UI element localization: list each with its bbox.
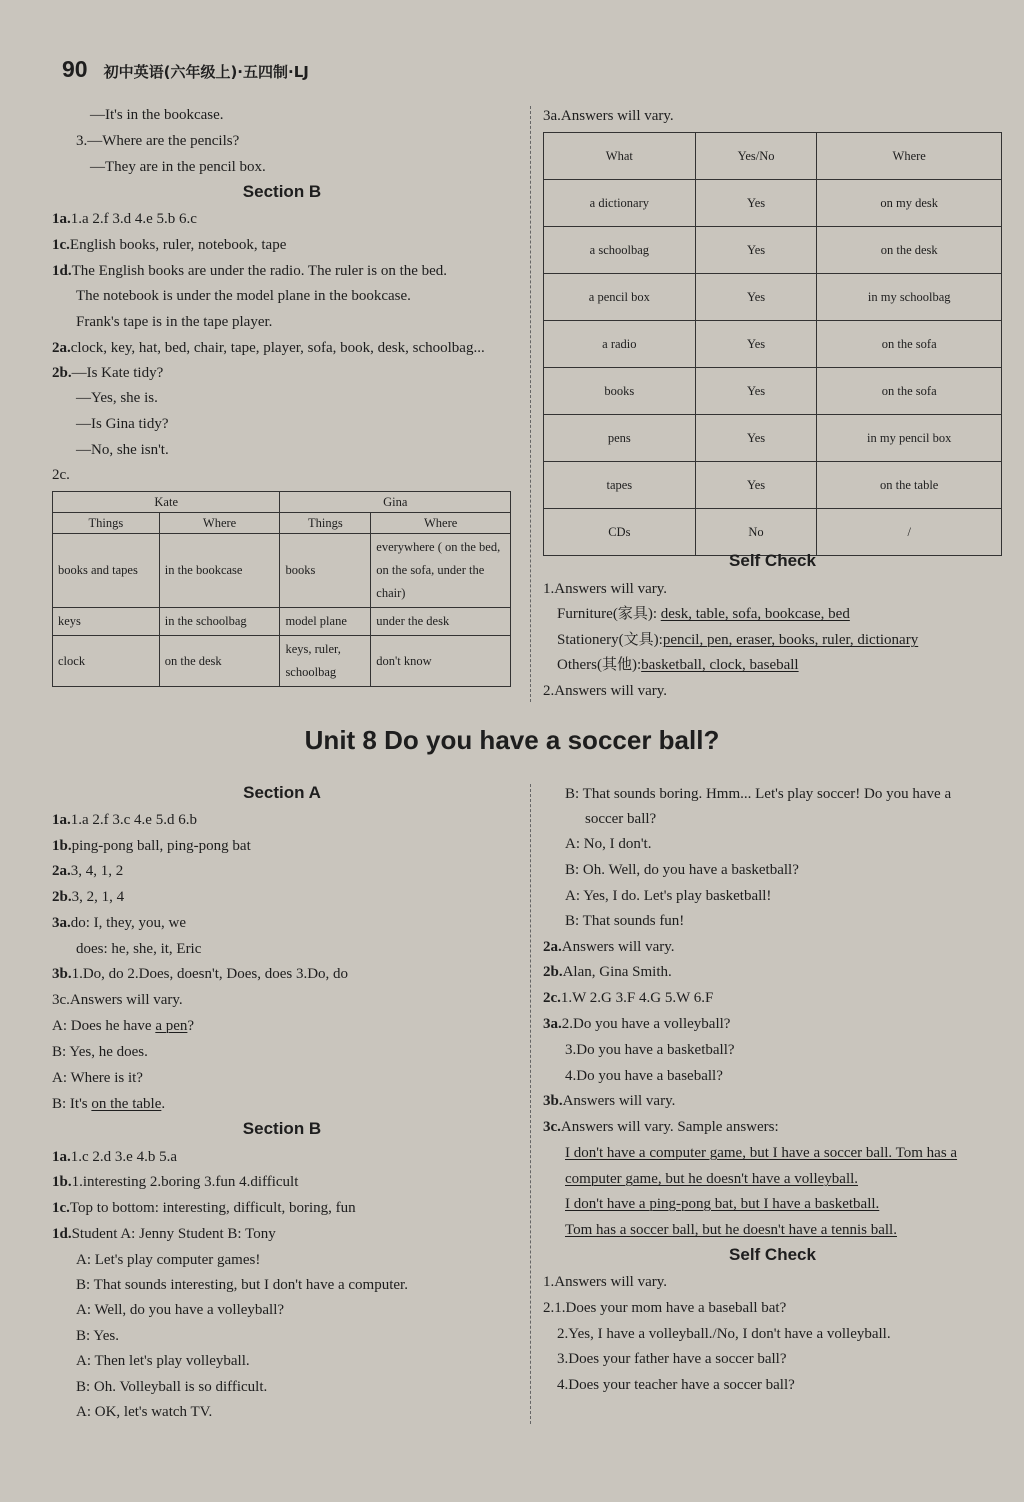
section-b-heading: Section B bbox=[242, 1119, 322, 1138]
answer-line: 2b.3, 2, 1, 4 bbox=[52, 889, 125, 905]
dialog-line: B: Oh. Volleyball is so difficult. bbox=[76, 1379, 268, 1395]
dialog-line: B: Yes, he does. bbox=[52, 1044, 148, 1060]
dialog-line: A: No, I don't. bbox=[565, 836, 652, 852]
answer-line: 2a.3, 4, 1, 2 bbox=[52, 863, 124, 879]
dialog-line: A: Does he have a pen? bbox=[52, 1018, 195, 1034]
dialog-line: B: Oh. Well, do you have a basketball? bbox=[565, 862, 799, 878]
column-divider bbox=[530, 784, 531, 1424]
answer-line: 1a.1.c 2.d 3.e 4.b 5.a bbox=[52, 1149, 177, 1165]
table-row: books and tapes in the bookcase books everywhere ( on the bed, on the sofa, under the chair) bbox=[53, 534, 511, 608]
dialog-line: A: OK, let's watch TV. bbox=[76, 1404, 213, 1420]
answer-line: The notebook is under the model plane in the bookcase. bbox=[76, 288, 411, 304]
answer-line: Frank's tape is in the tape player. bbox=[76, 314, 273, 330]
text-line: Furniture(家具): desk, table, sofa, bookcase, bed bbox=[557, 606, 850, 622]
table-row: a schoolbag Yes on the desk bbox=[544, 227, 1002, 274]
dialog-line: A: Let's play computer games! bbox=[76, 1252, 261, 1268]
section-a-heading: Section A bbox=[243, 783, 321, 802]
answer-line: 3b.Answers will vary. bbox=[543, 1093, 676, 1109]
table-3a: What Yes/No Where a dictionary Yes on my desk a schoolbag Yes on the desk a pencil box Yes in my schoolbag a radio Yes on the sofa books Yes on the sofa pens Yes in my pencil box tapes Yes on the table CDs No / bbox=[543, 132, 1002, 556]
table-row: keys in the schoolbag model plane under the desk bbox=[53, 608, 511, 636]
self-check-heading: Self Check bbox=[729, 551, 816, 570]
section-b-heading: Section B bbox=[242, 182, 322, 201]
answer-line: 1b.1.interesting 2.boring 3.fun 4.difficult bbox=[52, 1174, 299, 1190]
table-row: a dictionary Yes on my desk bbox=[544, 180, 1002, 227]
dialog-line: B: That sounds fun! bbox=[565, 913, 685, 929]
column-divider bbox=[530, 106, 531, 702]
answer-line: 3.Do you have a basketball? bbox=[565, 1042, 735, 1058]
table-row: CDs No / bbox=[544, 509, 1002, 556]
answer-line: 2c. bbox=[52, 467, 70, 483]
answer-line: 4.Do you have a baseball? bbox=[565, 1068, 723, 1084]
page-number: 90 bbox=[62, 56, 88, 82]
table-row: books Yes on the sofa bbox=[544, 368, 1002, 415]
table-row: a radio Yes on the sofa bbox=[544, 321, 1002, 368]
answer-line: 1a.1.a 2.f 3.d 4.e 5.b 6.c bbox=[52, 211, 197, 227]
sample-answer: computer game, but he doesn't have a volleyball. bbox=[565, 1171, 859, 1187]
answer-line: 2b.—Is Kate tidy? bbox=[52, 365, 164, 381]
table-header-kate: Kate bbox=[53, 492, 280, 513]
sample-answer: I don't have a computer game, but I have a soccer ball. Tom has a bbox=[565, 1145, 958, 1161]
text-line: Stationery(文具):pencil, pen, eraser, books, ruler, dictionary bbox=[557, 632, 919, 648]
answer-line: 3a.do: I, they, you, we bbox=[52, 915, 187, 931]
answer-line: 1a.1.a 2.f 3.c 4.e 5.d 6.b bbox=[52, 812, 197, 828]
text-line: 1.Answers will vary. bbox=[543, 581, 668, 597]
answer-line: 1c.Top to bottom: interesting, difficult, boring, fun bbox=[52, 1200, 356, 1216]
dialog-line: B: Yes. bbox=[76, 1328, 119, 1344]
answer-line: does: he, she, it, Eric bbox=[76, 941, 202, 957]
unit-title: Unit 8 Do you have a soccer ball? bbox=[304, 725, 720, 755]
answer-line: 1d.Student A: Jenny Student B: Tony bbox=[52, 1226, 276, 1242]
page-header bbox=[62, 56, 309, 90]
dialog-line: soccer ball? bbox=[585, 811, 657, 827]
dialog-line: A: Then let's play volleyball. bbox=[76, 1353, 250, 1369]
answer-line: 1c.English books, ruler, notebook, tape bbox=[52, 237, 287, 253]
answer-line: 3c.Answers will vary. Sample answers: bbox=[543, 1119, 779, 1135]
text-line: 2.Yes, I have a volleyball./No, I don't have a volleyball. bbox=[557, 1326, 891, 1342]
dialog-line: B: That sounds interesting, but I don't have a computer. bbox=[76, 1277, 408, 1293]
answer-line: 2a.Answers will vary. bbox=[543, 939, 675, 955]
answer-line: 1b.ping-pong ball, ping-pong bat bbox=[52, 838, 251, 854]
text-line: —They are in the pencil box. bbox=[90, 159, 266, 175]
text-line: 3.Does your father have a soccer ball? bbox=[557, 1351, 787, 1367]
answer-line: 3b.1.Do, do 2.Does, doesn't, Does, does 3.Do, do bbox=[52, 966, 349, 982]
text-line: Others(其他):basketball, clock, baseball bbox=[557, 657, 799, 673]
text-line: —It's in the bookcase. bbox=[90, 107, 224, 123]
text-line: 1.Answers will vary. bbox=[543, 1274, 668, 1290]
sample-answer: I don't have a ping-pong bat, but I have a basketball. bbox=[565, 1196, 880, 1212]
dialog-line: A: Well, do you have a volleyball? bbox=[76, 1302, 285, 1318]
answer-line: 3c.Answers will vary. bbox=[52, 992, 183, 1008]
table-row: a pencil box Yes in my schoolbag bbox=[544, 274, 1002, 321]
answer-line: 2c.1.W 2.G 3.F 4.G 5.W 6.F bbox=[543, 990, 714, 1006]
text-line: 2.1.Does your mom have a baseball bat? bbox=[543, 1300, 787, 1316]
table-row: clock on the desk keys, ruler, schoolbag don't know bbox=[53, 636, 511, 687]
dialog-line: A: Where is it? bbox=[52, 1070, 143, 1086]
dialog-line: B: It's on the table. bbox=[52, 1096, 166, 1112]
answer-line: 1d.The English books are under the radio. The ruler is on the bed. bbox=[52, 263, 448, 279]
text-line: 3a.Answers will vary. bbox=[543, 108, 674, 124]
answer-line: —Yes, she is. bbox=[76, 390, 158, 406]
answer-line: 2a.clock, key, hat, bed, chair, tape, player, sofa, book, desk, schoolbag... bbox=[52, 340, 485, 356]
table-2c: Kate Gina Things Where Things Where books and tapes in the bookcase books everywhere ( on the bed, on the sofa, under the chair) keys in the schoolbag model plane under the desk clock on the desk keys, ruler, schoolbag don't know bbox=[52, 491, 511, 687]
self-check-heading: Self Check bbox=[729, 1245, 816, 1264]
table-row: tapes Yes on the table bbox=[544, 462, 1002, 509]
dialog-line: A: Yes, I do. Let's play basketball! bbox=[565, 888, 772, 904]
text-line: 2.Answers will vary. bbox=[543, 683, 668, 699]
answer-line: —No, she isn't. bbox=[76, 442, 169, 458]
answer-line: 3a.2.Do you have a volleyball? bbox=[543, 1016, 731, 1032]
answer-line: —Is Gina tidy? bbox=[76, 416, 169, 432]
dialog-line: B: That sounds boring. Hmm... Let's play soccer! Do you have a bbox=[565, 786, 952, 802]
table-row: pens Yes in my pencil box bbox=[544, 415, 1002, 462]
text-line: 3.—Where are the pencils? bbox=[76, 133, 240, 149]
text-line: 4.Does your teacher have a soccer ball? bbox=[557, 1377, 795, 1393]
answer-line: 2b.Alan, Gina Smith. bbox=[543, 964, 672, 980]
table-header-gina: Gina bbox=[280, 492, 511, 513]
book-title: 初中英语(六年级上)·五四制·LJ bbox=[103, 63, 309, 81]
sample-answer: Tom has a soccer ball, but he doesn't have a tennis ball. bbox=[565, 1222, 897, 1238]
